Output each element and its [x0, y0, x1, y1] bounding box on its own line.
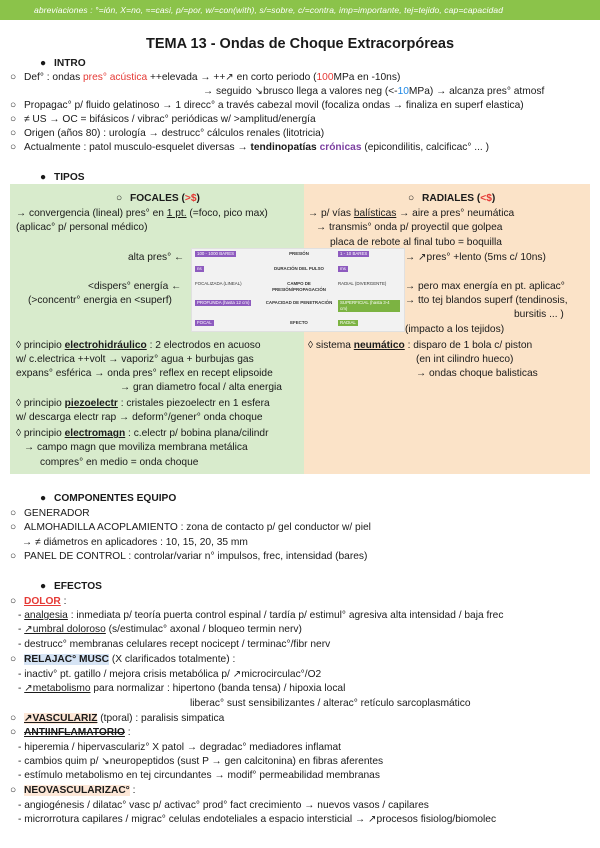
table-row: PROFUNDA (hasta 12 cm) CAPACIDAD DE PENETRACIÓN SUPERFICIAL (hasta 3-4 cm)	[192, 299, 404, 311]
principio-piezoelectr: ◊ principio piezoelectr : cristales piezoelectr en 1 esfera	[16, 398, 270, 409]
radiales-line6: → tto tej blandos superf (tendinosis,	[405, 295, 568, 306]
componente-panel: ○ PANEL DE CONTROL : controlar/variar n° impulsos, frec, intensidad (bares)	[10, 551, 368, 562]
page-title: TEMA 13 - Ondas de Choque Extracorpóreas	[145, 36, 455, 52]
relajac-line1: - inactiv° pt. gatillo / mejora crisis metabólica p/ ↗microcirculac°/O2	[18, 669, 322, 680]
focales-heading: ○ FOCALES (>$)	[116, 193, 200, 204]
table-row: 100 - 1000 BARES PRESIÓN 1 - 10 BARES	[197, 251, 368, 256]
radiales-line5: → pero max energía en pt. aplicac°	[405, 281, 565, 292]
intro-def-line2: → seguido ↘brusco llega a valores neg (<-10MPa) → alcanza pres° atmosf	[203, 86, 545, 97]
focales-line1: → convergencia (lineal) pres° en 1 pt. (=foco, pico max)	[16, 208, 268, 219]
radiales-heading: ○ RADIALES (<$)	[408, 193, 496, 204]
relajac-line2: - ↗metabolismo para normalizar : hipertono (banda tensa) / hipoxia local	[18, 683, 346, 694]
concentr-label: (>concentr° energia en <superf)	[28, 295, 172, 306]
intro-us-oc: ○ ≠ US → OC = bifásicos / vibrac° periódicas w/ >amplitud/energía	[10, 114, 316, 125]
componentes-heading: ● COMPONENTES EQUIPO	[40, 493, 177, 504]
radiales-line3: placa de rebote al final tubo = boquilla	[330, 237, 502, 248]
principio-electrohidraulico: ◊ principio electrohidráulico : 2 electrodos en acuoso	[16, 340, 261, 351]
comparison-table	[191, 248, 405, 332]
electromagn-line3: compres° en medio = onda choque	[40, 457, 199, 468]
intro-actual: ○ Actualmente : patol musculo-esquelet diversas → tendinopatías crónicas (epicondilitis, calcificac° ... )	[10, 142, 489, 153]
focales-line2: (aplicac° p/ personal médico)	[16, 222, 148, 233]
table-row: ns DURACIÓN DEL PULSO ms	[197, 266, 346, 271]
efecto-vasculariz: ○ ↗VASCULARIZ (tporal) : paralisis simpatica	[10, 713, 225, 724]
neovasc-line2: - microrrotura capilares / migrac° celulas endoteliales a espacio intersticial → ↗procesos fisiolog/biomolec	[18, 814, 497, 825]
antinf-line2: - cambios quim p/ ↘neuropeptidos (sust P → gen calcitonina) en fibras aferentes	[18, 756, 384, 767]
neumatico-line2: (en int cilindro hueco)	[416, 354, 514, 365]
electrohidraulico-line2: w/ c.electrica ++volt → vaporiz° agua + burbujas gas	[16, 354, 254, 365]
efecto-dolor: ○ DOLOR :	[10, 596, 67, 607]
intro-propag: ○ Propagac° p/ fluido gelatinoso → 1 direcc° a través cabezal movil (focaliza ondas → finaliza en superf elastica)	[10, 100, 524, 111]
sistema-neumatico: ◊ sistema neumático : disparo de 1 bola c/ piston	[308, 340, 533, 351]
electrohidraulico-line3: expans° esférica → onda pres° reflex en recept elipsoide	[16, 368, 273, 379]
dispers-label: <dispers° energía ←	[88, 281, 182, 292]
abbreviations-bar: abreviaciones : °=ión, X=no, ≈=casi, p/=por, w/=con(with), s/=sobre, c/=contra, imp=importante, tej=tejido, cap=capacidad	[0, 0, 600, 20]
radiales-line2: → transmis° onda p/ proyectil que golpea	[316, 222, 503, 233]
radiales-line8: (impacto a los tejidos)	[405, 324, 505, 335]
efectos-heading: ● EFECTOS	[40, 581, 102, 592]
neovasc-line1: - angiogénesis / dilatac° vasc p/ activac° prod° fact crecimiento → nuevos vasos / capilares	[18, 800, 429, 811]
radiales-line4: → ↗pres° +lento (5ms c/ 10ns)	[405, 252, 546, 263]
dolor-analgesia: - analgesia : inmediata p/ teoría puerta control espinal / tardía p/ estimul° agresiva alta intensidad / baja frec	[18, 610, 504, 621]
componente-generador: ○ GENERADOR	[10, 508, 90, 519]
table-row: FOCALIZADA (LINEAL) CAMPO DE PRESIÓN/PROPAGACIÓN RADIAL (DIVERGENTE)	[195, 281, 387, 292]
antinf-line3: - estímulo metabolismo en tej circundantes → modif° permeabilidad membranas	[18, 770, 380, 781]
intro-def: ○ Def° : ondas pres° acústica ++elevada → ++↗ en corto periodo (100MPa en -10ns)	[10, 72, 401, 83]
electromagn-line2: → campo magn que moviliza membrana metálica	[24, 442, 248, 453]
dolor-umbral: - ↗umbral doloroso (s/estimulac° axonal / bloqueo termin nerv)	[18, 624, 302, 635]
alta-pres-label: alta pres° ←	[128, 252, 185, 263]
intro-origen: ○ Origen (años 80) : urología → destrucc° cálculos renales (litotricia)	[10, 128, 325, 139]
principio-electromagn: ◊ principio electromagn : c.electr p/ bobina plana/cilindr	[16, 428, 269, 439]
efecto-antiinflamatorio: ○ ANTIINFLAMATORIO :	[10, 727, 131, 738]
relajac-line3: liberac° sust sensibilizantes / alterac° retículo sarcoplasmático	[190, 698, 471, 709]
radiales-line1: → p/ vías balísticas → aire a pres° neumática	[308, 208, 515, 219]
dolor-destrucc: - destrucc° membranas celulares recept nocicept / terminac°/fibr nerv	[18, 639, 331, 650]
piezoelectr-line2: w/ descarga electr rap → deform°/gener° onda choque	[16, 412, 263, 423]
antinf-line1: - hiperemia / hipervasculariz° X patol → degradac° mediadores inflamat	[18, 742, 341, 753]
table-row: FOCAL EFECTO RADIAL	[197, 320, 356, 325]
radiales-line7: bursitis ... )	[514, 309, 564, 320]
componente-diametros: → ≠ diámetros en aplicadores : 10, 15, 20, 35 mm	[22, 537, 248, 548]
efecto-neovasc: ○ NEOVASCULARIZAC° :	[10, 785, 136, 796]
tipos-heading: ● TIPOS	[40, 172, 85, 183]
electrohidraulico-line4: → gran diametro focal / alta energia	[120, 382, 282, 393]
efecto-relajac: ○ RELAJAC° MUSC (X clarificados totalmente) :	[10, 654, 236, 665]
componente-almohadilla: ○ ALMOHADILLA ACOPLAMIENTO : zona de contacto p/ gel conductor w/ piel	[10, 522, 371, 533]
intro-heading: ● INTRO	[40, 58, 86, 69]
neumatico-line3: → ondas choque balisticas	[416, 368, 538, 379]
